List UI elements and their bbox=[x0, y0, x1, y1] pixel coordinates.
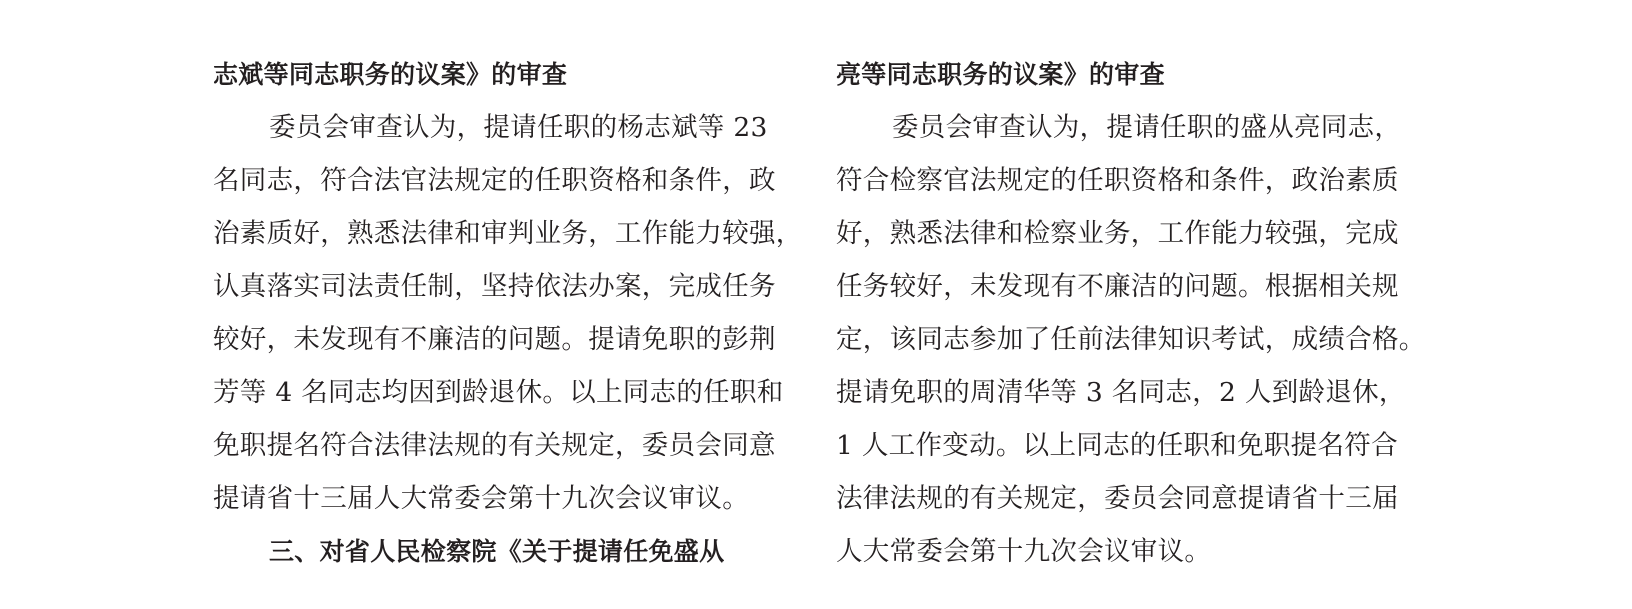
section-heading-continued: 亮等同志职务的议案》的审查 bbox=[836, 60, 1165, 89]
paragraph-line: 任务较好，未发现有不廉洁的问题。根据相关规 bbox=[836, 271, 1399, 302]
paragraph-line: 定，该同志参加了任前法律知识考试，成绩合格。 bbox=[836, 324, 1426, 355]
paragraph-line: 人大常委会第十九次会议审议。 bbox=[836, 536, 1212, 567]
paragraph-line: 提请省十三届人大常委会第十九次会议审议。 bbox=[213, 483, 749, 514]
paragraph-line: 名同志，符合法官法规定的任职资格和条件，政 bbox=[213, 165, 776, 196]
section-heading-continued: 志斌等同志职务的议案》的审查 bbox=[213, 60, 568, 89]
paragraph-line: 治素质好，熟悉法律和审判业务，工作能力较强， bbox=[213, 218, 803, 249]
paragraph-line: 芳等 4 名同志均因到龄退休。以上同志的任职和 bbox=[213, 377, 784, 408]
paragraph-line: 符合检察官法规定的任职资格和条件，政治素质 bbox=[836, 165, 1399, 196]
paragraph-line: 较好，未发现有不廉洁的问题。提请免职的彭荆 bbox=[213, 324, 776, 355]
paragraph-line: 1 人工作变动。以上同志的任职和免职提名符合 bbox=[836, 430, 1398, 461]
paragraph-line: 委员会审查认为，提请任职的盛从亮同志， bbox=[892, 112, 1402, 143]
section-heading: 三、对省人民检察院《关于提请任免盛从 bbox=[269, 537, 725, 566]
paragraph-line: 委员会审查认为，提请任职的杨志斌等 23 bbox=[269, 112, 768, 143]
paragraph-line: 免职提名符合法律法规的有关规定，委员会同意 bbox=[213, 430, 776, 461]
paragraph-line: 认真落实司法责任制，坚持依法办案，完成任务 bbox=[213, 271, 776, 302]
paragraph-line: 好，熟悉法律和检察业务，工作能力较强，完成 bbox=[836, 218, 1399, 249]
paragraph-line: 提请免职的周清华等 3 名同志，2 人到龄退休， bbox=[836, 377, 1406, 408]
paragraph-line: 法律法规的有关规定，委员会同意提请省十三届 bbox=[836, 483, 1399, 514]
left-column bbox=[213, 48, 803, 578]
right-column bbox=[836, 48, 1426, 578]
